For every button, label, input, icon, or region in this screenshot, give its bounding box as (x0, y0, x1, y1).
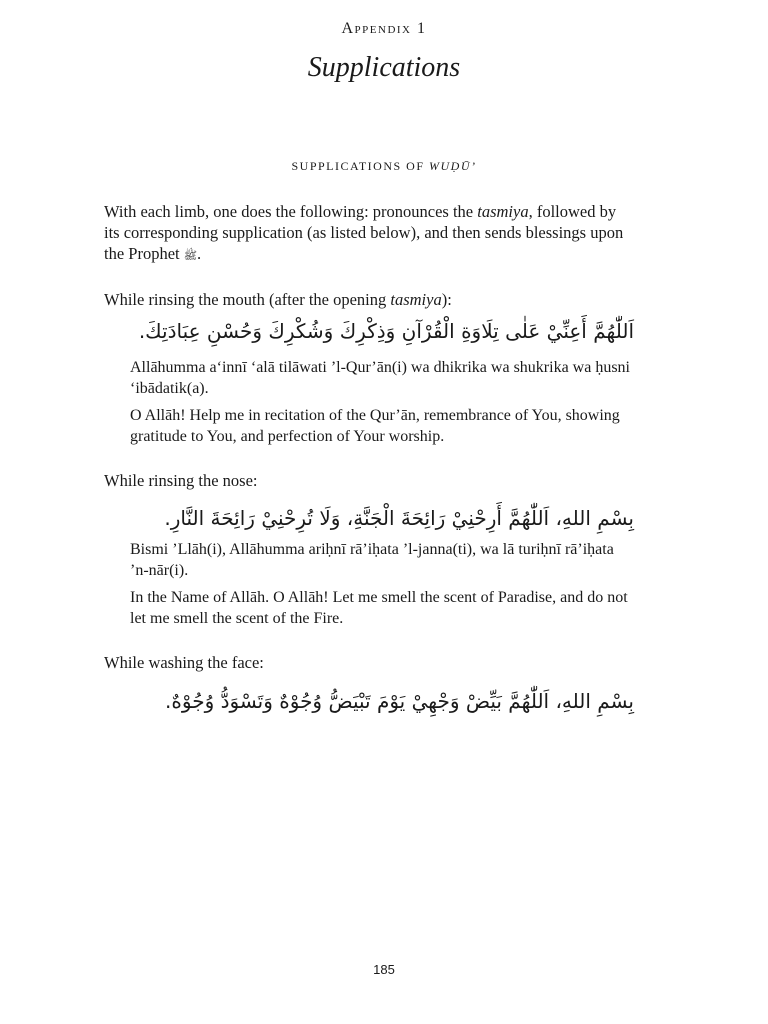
section-heading-italic: WUḌŪ’ (429, 159, 477, 173)
intro-paragraph (104, 201, 634, 266)
intro-tasmiya: tasmiya (477, 202, 529, 221)
honorific-glyph: ﷺ (183, 249, 198, 262)
mouth-lead (104, 289, 634, 310)
mouth-lead-italic: tasmiya (390, 290, 442, 309)
nose-translation: In the Name of Allāh. O Allāh! Let me smell the scent of Paradise, and do not let me smell the scent of the Fire. (130, 589, 628, 627)
chapter-title: Supplications (307, 52, 461, 83)
mouth-lead-part1: While rinsing the mouth (after the opening (104, 290, 391, 309)
mouth-transliteration: Allāhumma a‘innī ‘alā tilāwati ’l-Qur’ān(i) wa dhikrika wa shukrika wa ḥusni ‘ibādatik(a). (130, 359, 630, 397)
nose-arabic: بِسْمِ اللهِ، اَللّٰهُمَّ أَرِحْنِيْ رَائِحَةَ الْجَنَّةِ، وَلَا تُرِحْنِيْ رَائِحَةَ النَّارِ. (164, 506, 634, 530)
intro-part2: , followed by its corresponding supplication (as listed below), and then sends blessings upon the Prophet (104, 202, 624, 263)
section-heading (0, 158, 768, 174)
intro-part3: . (197, 244, 202, 263)
appendix-label: Appendix 1 (341, 20, 427, 37)
mouth-translation: O Allāh! Help me in recitation of the Qur’ān, remembrance of You, showing gratitude to You, and perfection of Your worship. (130, 407, 620, 445)
nose-transliteration: Bismi ’Llāh(i), Allāhumma ariḥnī rā’iḥata ’l-janna(ti), wa lā turiḥnī rā’iḥata ’n-nār(i). (130, 541, 614, 579)
section-heading-prefix: SUPPLICATIONS OF (291, 159, 430, 173)
face-lead: While washing the face: (104, 653, 264, 672)
page-number: 185 (373, 962, 395, 977)
intro-part1: With each limb, one does the following: pronounces the (104, 202, 478, 221)
nose-lead: While rinsing the nose: (104, 471, 258, 490)
mouth-arabic: اَللّٰهُمَّ أَعِنِّيْ عَلٰى تِلَاوَةِ الْقُرْآنِ وَذِكْرِكَ وَشُكْرِكَ وَحُسْنِ عِبَادَتِكَ. (138, 319, 634, 343)
face-arabic: بِسْمِ اللهِ، اَللّٰهُمَّ بَيِّضْ وَجْهِيْ يَوْمَ تَبْيَضُّ وُجُوْهٌ وَتَسْوَدُّ وُجُوْهٌ. (165, 689, 634, 713)
mouth-lead-part2: ): (441, 290, 452, 309)
